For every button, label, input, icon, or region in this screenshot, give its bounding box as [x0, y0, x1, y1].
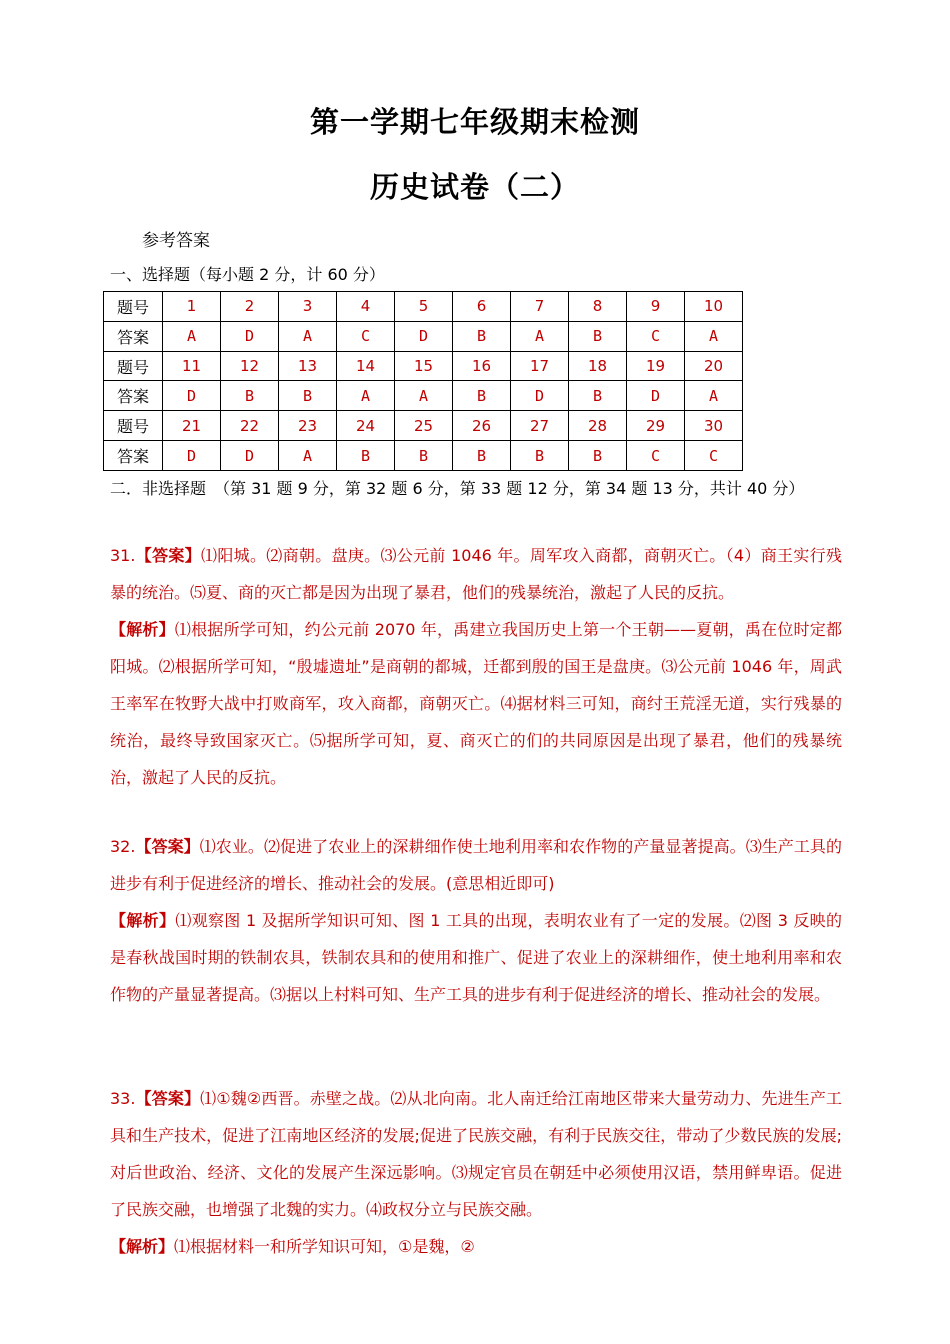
answer-cell: D: [163, 441, 221, 471]
question-number-cell: 7: [511, 292, 569, 322]
question-number-cell: 2: [221, 292, 279, 322]
answer-cell: B: [569, 321, 627, 351]
section1-heading: 一、选择题（每小题 2 分，计 60 分）: [110, 265, 385, 284]
page-subtitle: 历史试卷（二）: [369, 170, 580, 204]
answer-cell: B: [511, 441, 569, 471]
answer-cell: D: [395, 321, 453, 351]
table-row-numbers: [104, 351, 743, 381]
answer-cell: B: [569, 381, 627, 411]
q32-answer-text: ⑴农业。⑵促进了农业上的深耕细作使土地利用率和农作物的产量显著提高。⑶生产工具的进步有利于促进经济的增长、推动社会的发展。(意思相近即可): [110, 837, 842, 893]
question-33: [110, 1080, 842, 1265]
question-number-cell: 20: [685, 351, 743, 381]
answer-cell: C: [685, 441, 743, 471]
answer-cell: A: [279, 441, 337, 471]
answer-cell: D: [511, 381, 569, 411]
answer-cell: D: [221, 321, 279, 351]
question-number-cell: 25: [395, 411, 453, 441]
answer-cell: B: [279, 381, 337, 411]
q32-analysis-text: ⑴观察图 1 及据所学知识可知、图 1 工具的出现，表明农业有了一定的发展。⑵图 3 反映的是春秋战国时期的铁制农具，铁制农具和的使用和推广、促进了农业上的深耕细作，使土地利用率和农作物的产量显著提高。⑶据以上村料可知、生产工具的进步有利于促进经济的增长、推动社会的发展。: [110, 911, 842, 1004]
answer-cell: B: [221, 381, 279, 411]
answer-cell: C: [627, 441, 685, 471]
answer-cell: A: [395, 381, 453, 411]
q33-analysis-text: ⑴根据材料一和所学知识可知，①是魏，②: [174, 1237, 475, 1256]
question-number-cell: 1: [163, 292, 221, 322]
question-number-cell: 6: [453, 292, 511, 322]
q32-analysis: [110, 902, 842, 1013]
answer-table: [103, 291, 743, 471]
q31-number: 31.: [110, 546, 136, 565]
question-number-cell: 5: [395, 292, 453, 322]
row-label-number: 题号: [104, 292, 163, 322]
question-number-cell: 14: [337, 351, 395, 381]
table-row-answers: [104, 441, 743, 471]
question-31: [110, 537, 842, 796]
question-number-cell: 4: [337, 292, 395, 322]
q33-answer-text: ⑴①魏②西晋。赤壁之战。⑵从北向南。北人南迁给江南地区带来大量劳动力、先进生产工具和生产技术，促进了江南地区经济的发展;促进了民族交融，有利于民族交往，带动了少数民族的发展;对后世政治、经济、文化的发展产生深远影响。⑶规定官员在朝廷中必须使用汉语，禁用鲜卑语。促进了民族交融，也增强了北魏的实力。⑷政权分立与民族交融。: [110, 1089, 842, 1219]
question-number-cell: 23: [279, 411, 337, 441]
table-row-answers: [104, 381, 743, 411]
reference-answer-label: 参考答案: [142, 231, 210, 251]
answer-cell: D: [221, 441, 279, 471]
question-number-cell: 17: [511, 351, 569, 381]
section2-heading: 二．非选择题 （第 31 题 9 分，第 32 题 6 分，第 33 题 12 分，第 34 题 13 分，共计 40 分）: [110, 479, 805, 498]
q33-analysis-tag: 【解析】: [110, 1237, 175, 1256]
question-number-cell: 13: [279, 351, 337, 381]
q32-answer-tag: 【答案】: [135, 837, 200, 856]
row-label-answer: 答案: [104, 321, 163, 351]
answer-cell: C: [627, 321, 685, 351]
answer-cell: A: [685, 381, 743, 411]
question-number-cell: 11: [163, 351, 221, 381]
q31-answer: [110, 537, 842, 611]
answer-cell: D: [163, 381, 221, 411]
question-number-cell: 18: [569, 351, 627, 381]
answer-cell: A: [685, 321, 743, 351]
answer-cell: B: [395, 441, 453, 471]
answer-cell: A: [337, 381, 395, 411]
row-label-answer: 答案: [104, 441, 163, 471]
question-number-cell: 19: [627, 351, 685, 381]
answer-cell: D: [627, 381, 685, 411]
page-title: 第一学期七年级期末检测: [309, 105, 640, 139]
answer-cell: B: [453, 321, 511, 351]
answer-cell: B: [453, 441, 511, 471]
q31-answer-tag: 【答案】: [135, 546, 202, 565]
question-number-cell: 28: [569, 411, 627, 441]
q32-analysis-tag: 【解析】: [110, 911, 176, 930]
q32-answer: [110, 828, 842, 902]
answer-cell: C: [337, 321, 395, 351]
row-label-number: 题号: [104, 411, 163, 441]
question-number-cell: 22: [221, 411, 279, 441]
question-number-cell: 27: [511, 411, 569, 441]
q33-analysis: [110, 1228, 842, 1265]
question-number-cell: 15: [395, 351, 453, 381]
row-label-answer: 答案: [104, 381, 163, 411]
q31-analysis-tag: 【解析】: [110, 620, 175, 639]
answer-cell: B: [569, 441, 627, 471]
q33-answer-tag: 【答案】: [135, 1089, 201, 1108]
answer-cell: A: [163, 321, 221, 351]
question-number-cell: 16: [453, 351, 511, 381]
question-number-cell: 9: [627, 292, 685, 322]
answer-cell: A: [279, 321, 337, 351]
question-32: [110, 828, 842, 1013]
question-number-cell: 29: [627, 411, 685, 441]
table-row-numbers: [104, 411, 743, 441]
table-row-numbers: [104, 292, 743, 322]
q31-answer-text: ⑴阳城。⑵商朝。盘庚。⑶公元前 1046 年。周军攻入商都，商朝灭亡。（4）商王实行残暴的统治。⑸夏、商的灭亡都是因为出现了暴君，他们的残暴统治，激起了人民的反抗。: [110, 546, 842, 602]
answer-cell: B: [337, 441, 395, 471]
answer-cell: B: [453, 381, 511, 411]
q32-number: 32.: [110, 837, 136, 856]
q33-number: 33.: [110, 1089, 136, 1108]
q33-answer: [110, 1080, 842, 1228]
question-number-cell: 10: [685, 292, 743, 322]
question-number-cell: 3: [279, 292, 337, 322]
question-number-cell: 21: [163, 411, 221, 441]
row-label-number: 题号: [104, 351, 163, 381]
table-row-answers: [104, 321, 743, 351]
question-number-cell: 30: [685, 411, 743, 441]
q31-analysis-text: ⑴根据所学可知，约公元前 2070 年，禹建立我国历史上第一个王朝——夏朝，禹在位时定都阳城。⑵根据所学可知，“殷墟遗址”是商朝的都城，迁都到殷的国王是盘庚。⑶公元前 1046 年，周武王率军在牧野大战中打败商军，攻入商都，商朝灭亡。⑷据材料三可知，商纣王荒淫无道，实行残暴的统治，最终导致国家灭亡。⑸据所学可知，夏、商灭亡的们的共同原因是出现了暴君，他们的残暴统治，激起了人民的反抗。: [110, 620, 842, 787]
question-number-cell: 8: [569, 292, 627, 322]
q31-analysis: [110, 611, 842, 796]
question-number-cell: 24: [337, 411, 395, 441]
question-number-cell: 12: [221, 351, 279, 381]
answer-cell: A: [511, 321, 569, 351]
question-number-cell: 26: [453, 411, 511, 441]
